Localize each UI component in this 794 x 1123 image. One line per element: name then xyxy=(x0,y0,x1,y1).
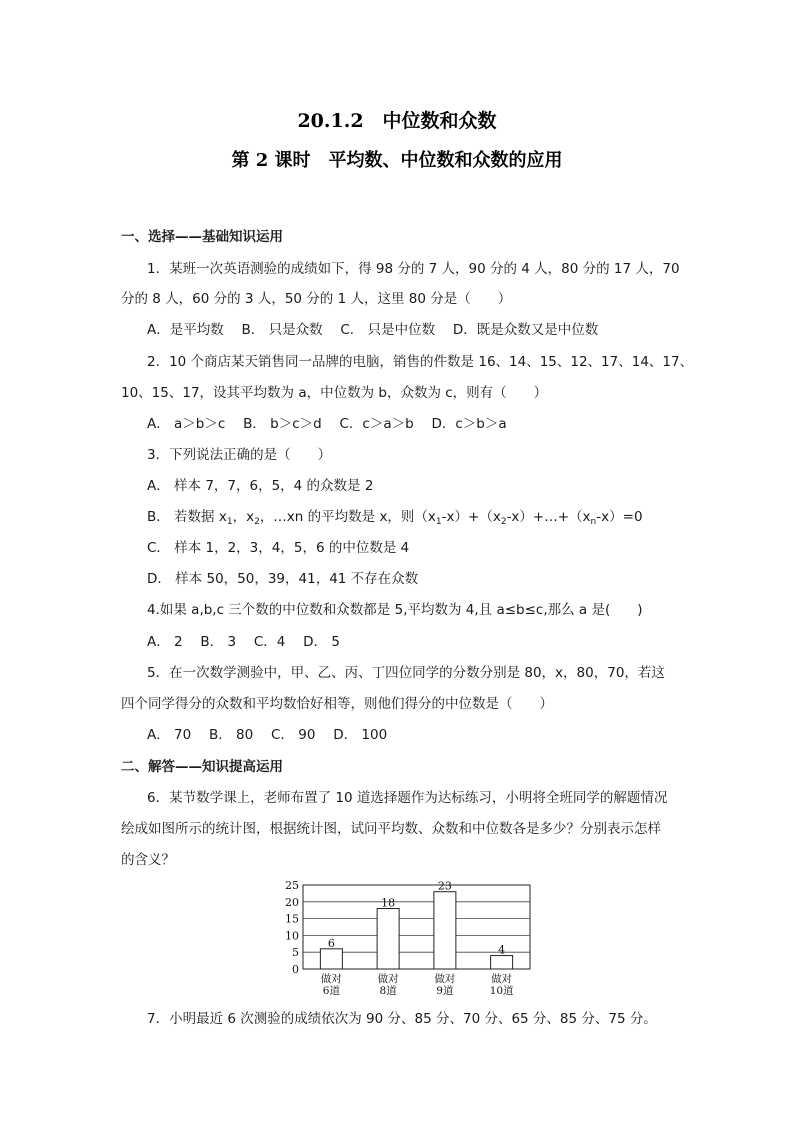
subscript: 1 xyxy=(226,517,233,527)
bar-value-label: 6 xyxy=(327,936,335,950)
q3-option-b-text: -x）=0 xyxy=(596,509,643,525)
y-tick-label: 10 xyxy=(285,929,299,943)
x-tick-label: 做对 xyxy=(434,973,456,985)
q1-options: A．是平均数 B． 只是众数 C． 只是中位数 D．既是众数又是中位数 xyxy=(147,322,599,338)
bar xyxy=(434,892,456,969)
q3-option-b-text: -x）+（x xyxy=(441,509,501,525)
q1-line-2: 分的 8 人，60 分的 3 人，50 分的 1 人，这里 80 分是（ ） xyxy=(121,291,512,307)
q4-stem: 4.如果 a,b,c 三个数的中位数和众数都是 5,平均数为 4,且 a≤b≤c,那么 a 是( ) xyxy=(147,602,643,618)
q3-option-a: A． 样本 7，7，6，5，4 的众数是 2 xyxy=(147,478,374,494)
y-tick-label: 20 xyxy=(285,895,299,909)
q6-line-1: 6．某节数学课上，老师布置了 10 道选择题作为达标练习，小明将全班同学的解题情况 xyxy=(147,790,668,806)
q5-options: A． 70 B． 80 C． 90 D． 100 xyxy=(147,727,388,743)
x-tick-label: 10道 xyxy=(489,985,514,997)
subscript: n xyxy=(590,517,597,527)
q2-line-2: 10、15、17，设其平均数为 a，中位数为 b，众数为 c，则有（ ） xyxy=(121,385,548,401)
y-tick-label: 15 xyxy=(285,912,299,926)
subscript: 1 xyxy=(435,517,442,527)
q2-line-1: 2．10 个商店某天销售同一品牌的电脑，销售的件数是 16、14、15、12、17、14、17、 xyxy=(147,354,694,370)
q3-option-b-text: -x）+…+（x xyxy=(506,509,591,525)
q5-line-2: 四个同学得分的众数和平均数恰好相等，则他们得分的中位数是（ ） xyxy=(121,696,553,712)
x-tick-label: 做对 xyxy=(377,973,399,985)
bar-value-label: 4 xyxy=(498,943,506,957)
bar xyxy=(320,949,342,969)
section-2-title: 二、解答——知识提高运用 xyxy=(121,759,283,775)
q3-option-b-text: B． 若数据 x xyxy=(147,509,227,525)
q3-option-b-text: ，…xn 的平均数是 x，则（x xyxy=(259,509,436,525)
x-tick-label: 9道 xyxy=(436,985,454,997)
q7-line-1: 7．小明最近 6 次测验的成绩依次为 90 分、85 分、70 分、65 分、85 分、75 分。 xyxy=(147,1011,657,1027)
x-tick-label: 做对 xyxy=(320,973,342,985)
q5-line-1: 5．在一次数学测验中，甲、乙、丙、丁四位同学的分数分别是 80，x，80，70，若这 xyxy=(147,665,665,681)
q3-option-c: C． 样本 1，2，3，4，5，6 的中位数是 4 xyxy=(147,540,410,556)
x-tick-label: 6道 xyxy=(322,985,340,997)
bar-value-label: 23 xyxy=(437,879,452,893)
q6-line-2: 绘成如图所示的统计图，根据统计图，试问平均数、众数和中位数各是多少？分别表示怎样 xyxy=(121,821,661,837)
doc-subtitle: 第 2 课时 平均数、中位数和众数的应用 xyxy=(231,150,563,171)
q3-option-b-text: ，x xyxy=(232,509,255,525)
q6-line-3: 的含义？ xyxy=(121,852,175,868)
section-1-title: 一、选择——基础知识运用 xyxy=(121,229,283,245)
x-tick-label: 做对 xyxy=(491,973,513,985)
y-tick-label: 5 xyxy=(292,946,299,960)
q3-option-d: D． 样本 50，50，39，41，41 不存在众数 xyxy=(147,571,419,587)
subscript: 2 xyxy=(254,517,260,527)
x-tick-label: 8道 xyxy=(379,985,397,997)
doc-title: 20.1.2 中位数和众数 xyxy=(297,110,497,132)
bar-chart xyxy=(270,872,540,1004)
y-tick-label: 25 xyxy=(285,879,299,892)
bar xyxy=(377,909,399,969)
bar-value-label: 18 xyxy=(381,896,396,910)
bar xyxy=(491,956,513,969)
q3-stem: 3．下列说法正确的是（ ） xyxy=(147,447,332,463)
q1-line-1: 1．某班一次英语测验的成绩如下，得 98 分的 7 人，90 分的 4 人，80 分的 17 人，70 xyxy=(147,261,680,277)
q2-options: A． a＞b＞c B． b＞c＞d C．c＞a＞b D．c＞b＞a xyxy=(147,416,507,432)
y-tick-label: 0 xyxy=(292,963,299,976)
subscript: 2 xyxy=(500,517,507,527)
q4-options: A． 2 B． 3 C．4 D． 5 xyxy=(147,634,340,650)
q3-option-b xyxy=(147,507,643,532)
